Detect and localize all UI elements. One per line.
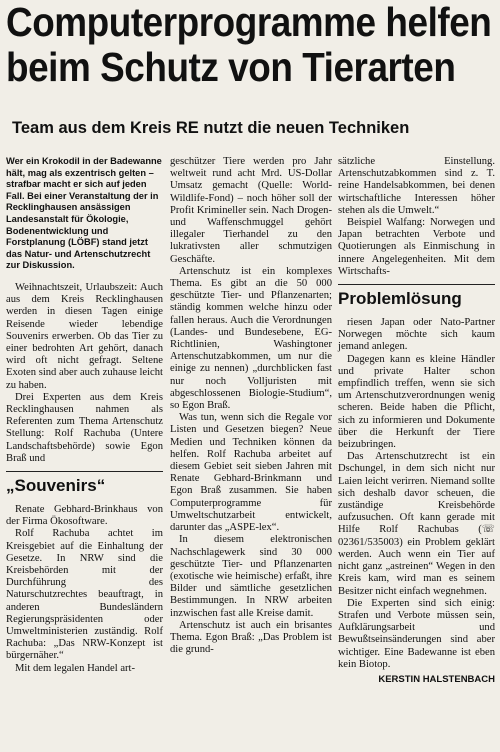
paragraph: In diesem elektronischen Nachschlagewerk sind 30 000 geschützte Tier- und Pflanzenarten (exotische wie heimische) erfaßt, ihre Bilder und sämtliche gesetzlichen Bestimmungen. In NRW arbeiten inzwischen fast alle Kreise damit. (170, 534, 332, 619)
column-3 (338, 156, 495, 686)
paragraph: Renate Gebhard-Brinkhaus von der Firma Ökosoftware. (6, 503, 163, 528)
paragraph: Weihnachtszeit, Urlaubszeit: Auch aus dem Kreis Recklinghausen werden in diesen Tagen einige Reisende wieder lebendige Souvenirs erwerben. Ob das Tier zu einer bedrohten Art gehört, danach wird oft nicht gefragt. Seltene Exoten sind aber auch zuhause leicht zu haben. (6, 281, 163, 391)
paragraph: Artenschutz ist ein komplexes Thema. Es gibt an die 50 000 geschützte Tier- und Pflanzenarten; ständig kommen welche hinzu oder fallen heraus. Auch die Verordnungen (Landes- und Bundesebene, EG-Richtlinien, Washingtoner Artenschutzabkommen, um nur die einige zu nennen) „durchblicken fast nur noch Volljuristen mit abgeschlossenen Biologie-Studium“, so Egon Braß. (170, 265, 332, 412)
headline-line-2: beim Schutz von Tierarten (6, 44, 456, 90)
paragraph: Beispiel Walfang: Norwegen und Japan betrachten Verbote und Quotierungen als Einmischung in innere Angelegenheiten. Mit dem Wirtschafts- (338, 217, 495, 277)
headline-line-1: Computerprogramme helfen (6, 0, 492, 45)
intro-text: Wer ein Krokodil in der Badewanne hält, mag als exzentrisch gelten – strafbar macht er sich auf jeden Fall. Bei einer Veranstaltung der in Recklinghausen ansässigen Landesanstalt für Ökologie, Bodenentwicklung und Forstplanung (LÖBF) stand jetzt das Natur- und Artenschutzrecht zur Diskussion. (6, 156, 162, 271)
paragraph: Rolf Rachuba achtet im Kreisgebiet auf die Einhaltung der Gesetze. In NRW sind die Kreisbehörden mit der Durchführung des Naturschutzrechtes beauftragt, in anderen Bundesländern Regierungspräsidenten oder Umweltministerien zuständig. Rolf Rachuba: „Das NRW-Konzept ist bürgernäher.“ (6, 528, 163, 662)
author-byline: KERSTIN HALSTENBACH (378, 673, 495, 685)
paragraph: Was tun, wenn sich die Regale vor Listen und Gesetzen biegen? Neue Medien und Techniken können da helfen. Rolf Rachuba arbeitet auf diesem Gebiet seit sieben Jahren mit Renate Gebhard-Brinkmann und Egon Braß zusammen. Sie haben Computerprogramme für Umweltschutzarbeit entwickelt, darunter das „ASPE-lex“. (170, 412, 332, 534)
paragraph: Das Artenschutzrecht ist ein Dschungel, in dem sich nicht nur Laien leicht verirren. Niemand sollte sich deshalb davor scheuen, die zuständige Kreisbehörde aufzusuchen. Oft kann gerade mit Hilfe Rolf Rachubas (☏ 02361/535003) ein Problem geklärt werden. Auch wenn ein Tier auf nicht ganz „astreinen“ Wegen in den Kreis kam, wird man es seinem Besitzer nicht einfach wegnehmen. (338, 451, 495, 597)
paragraph: riesen Japan oder Nato-Partner Norwegen möchte sich kaum jemand anlegen. (338, 317, 495, 353)
section-heading-souvenirs: „Souvenirs“ (6, 471, 163, 496)
section-heading-problemloesung: Problemlösung (338, 284, 495, 309)
paragraph: Die Experten sind sich einig: Strafen und Verbote müssen sein, Aufklärungsarbeit und Bewußtseinsänderungen sind aber wichtiger. Eine Badewanne ist eben kein Biotop. (338, 597, 495, 670)
column-2 (170, 156, 332, 656)
paragraph: Dagegen kann es kleine Händler und private Halter schon empfindlich treffen, wenn sie sich um Artenschutzverordnungen wenig scheren. Beide haben die Pflicht, sich zu informieren und Dokumente über die Herkunft der Tiere beizubringen. (338, 353, 495, 451)
paragraph: geschützer Tiere werden pro Jahr weltweit rund acht Mrd. US-Dollar Umsatz gemacht (Quelle: World-Wildlife-Fond) – noch höher soll der Profit Krimineller sein. Nach Drogen- und Waffenschmuggel gehört illegaler Tierhandel zu den lukrativsten aller schmutzigen Geschäfte. (170, 156, 332, 265)
paragraph: sätzliche Einstellung. Artenschutzabkommen sind z. T. reine Handelsabkommen, bei denen wirtschaftliche Interessen höher stehen als die Umwelt.“ (338, 156, 495, 216)
column-1 (6, 156, 163, 675)
subheadline: Team aus dem Kreis RE nutzt die neuen Techniken (12, 119, 410, 137)
intro-paragraph (6, 156, 163, 272)
paragraph: Mit dem legalen Handel art- (15, 662, 136, 674)
paragraph: Artenschutz ist auch ein brisantes Thema. Egon Braß: „Das Problem ist die grund- (170, 619, 332, 656)
paragraph: Drei Experten aus dem Kreis Recklinghausen nahmen als Referenten zum Thema Artenschutz Stellung: Rolf Rachuba (Untere Landschaftsbehörde) sowie Egon Braß und (6, 391, 163, 464)
headline (6, 0, 492, 90)
